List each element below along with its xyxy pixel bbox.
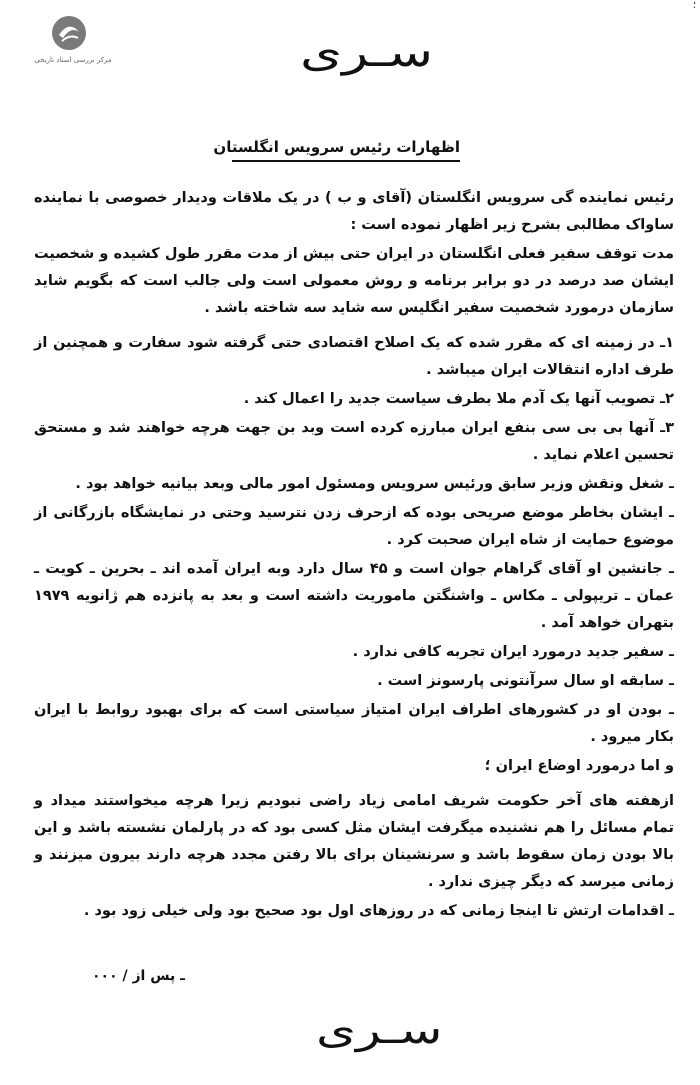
paragraph: ـ سابقه او سال سرآنتونی پارسونز است . (377, 673, 674, 689)
classification-footer: سـری (316, 1008, 443, 1052)
paragraph: ـ سفیر جدید درمورد ایران تجربه کافی ندارد . (352, 644, 674, 660)
archive-logo (18, 14, 128, 74)
document-body (34, 185, 674, 927)
paragraph: ـ شغل ونقش وزیر سابق ورئیس سرویس ومسئول امور مالی وبعد بیانیه خواهد بود . (75, 476, 674, 492)
paragraph: ۳ـ آنها بی بی سی بنفع ایران مبارزه کرده است وبد بن جهت هرچه خواهند شد و مستحق تحسین اعلام نماید . (34, 420, 674, 463)
paragraph: ۲ـ تصویب آنها یک آدم ملا بطرف سیاست جدید را اعمال کند . (243, 391, 674, 407)
paragraph: رئیس نماینده گی سرویس انگلستان (آقای و ب ) در یک ملاقات ودیدار خصوصی با نماینده ساواک مطالبی بشرح زیر اظهار نموده است : (34, 190, 674, 233)
classification-header: سـری (300, 30, 434, 76)
paragraph: ـ جانشین او آقای گراهام جوان است و ۴۵ سال دارد وبه ایران آمده اند ـ بحرین ـ کویت ـ عمان ـ تریپولی ـ مکاس ـ واشنگتن ماموریت داشته است و بعد به پانزده هم ژانویه ۱۹۷۹ بتهران خواهد آمد . (34, 561, 674, 631)
archive-logo-icon (50, 14, 88, 52)
paragraph: ـ اقدامات ارتش تا اینجا زمانی که در روزهای اول بود صحیح بود ولی خیلی زود بود . (83, 903, 674, 919)
corner-mark: ؛ (692, 0, 696, 11)
paragraph: ـ بودن او در کشورهای اطراف ایران امتیاز سیاستی است که برای بهبود روابط با ایران بکار میرود . (34, 702, 674, 745)
paragraph: مدت توقف سفیر فعلی انگلستان در ایران حتی بیش از مدت مقرر طول کشیده و شخصیت ایشان صد درصد در دو برابر برنامه و روش معمولی است ولی جالب است که بگویم شاید سازمان درمورد شخصیت سفیر انگلیس سه شاید سه شاخته باشد . (34, 246, 674, 316)
paragraph: ازهفته های آخر حکومت شریف امامی زیاد راضی نبودیم زیرا هرچه میخواستند میداد و تمام مسائل را هم نشنیده میگرفت ایشان مثل کسی بود که در پارلمان نشسته باشد و این بالا بودن زمان سقوط باشد و سرنشینان برای بالا رفتن مجدد هرچه دارند بیرون میزنند و زمانی میرسد که دیگر چیزی ندارد . (34, 793, 674, 890)
paragraph: ـ ایشان بخاطر موضع صریحی بوده که ازحرف زدن نترسید وحتی در نمایشگاه بازرگانی از موضوع حمایت از شاه ایران صحبت کرد . (34, 505, 674, 548)
paragraph: و اما درمورد اوضاع ایران ؛ (484, 758, 674, 774)
document-title: اظهارات رئیس سرویس انگلستان (232, 138, 460, 162)
continuation-note: ـ پس از / ۰۰۰ (92, 968, 185, 984)
archive-logo-caption: مرکز بررسی اسناد تاریخی (34, 56, 112, 64)
paragraph: ۱ـ در زمینه ای که مقرر شده که یک اصلاح اقتصادی حتی گرفته شود سفارت و همچنین از طرف اداره انتقالات ایران میباشد . (34, 335, 674, 378)
